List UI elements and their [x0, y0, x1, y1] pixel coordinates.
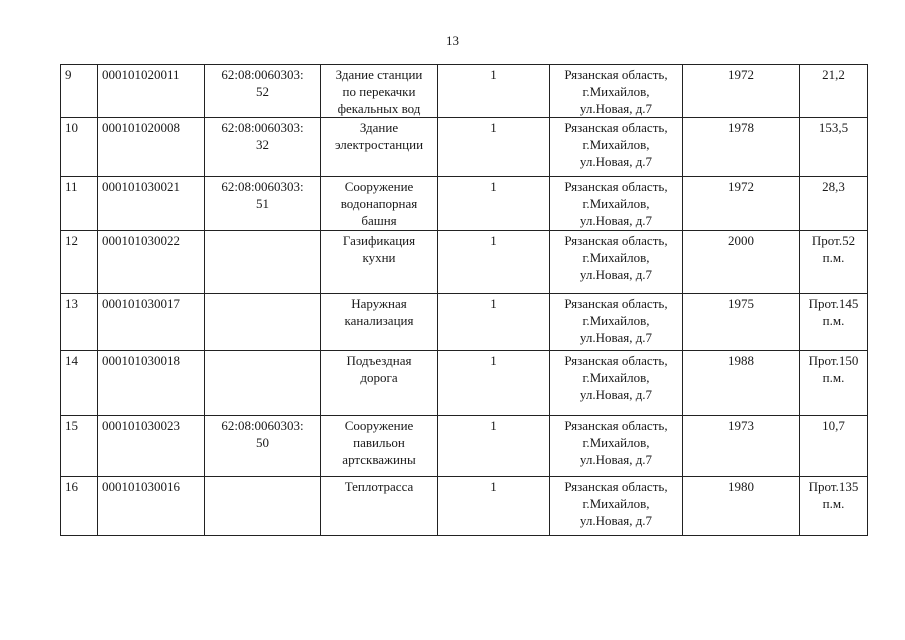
- address-cell: Рязанская область, г.Михайлов, ул.Новая, д.7: [550, 177, 683, 231]
- inventory-number-cell: 000101020008: [98, 118, 205, 177]
- object-name-cell: Сооружение павильон артскважины: [321, 416, 438, 477]
- table-row: [61, 351, 868, 416]
- inventory-number-cell: 000101020011: [98, 65, 205, 118]
- page-number: 13: [446, 33, 459, 48]
- object-name-cell: Теплотрасса: [321, 477, 438, 536]
- year-cell: 1972: [683, 177, 800, 231]
- cadastral-number-cell: [205, 294, 321, 351]
- address-cell: Рязанская область, г.Михайлов, ул.Новая, д.7: [550, 294, 683, 351]
- address-cell: Рязанская область, г.Михайлов, ул.Новая, д.7: [550, 477, 683, 536]
- area-cell: 153,5: [800, 118, 868, 177]
- row-number-cell: 15: [61, 416, 98, 477]
- row-number-cell: 16: [61, 477, 98, 536]
- quantity-cell: 1: [438, 65, 550, 118]
- quantity-cell: 1: [438, 177, 550, 231]
- row-number-cell: 11: [61, 177, 98, 231]
- inventory-number-cell: 000101030016: [98, 477, 205, 536]
- table-row: [61, 416, 868, 477]
- area-cell: Прот.150 п.м.: [800, 351, 868, 416]
- address-cell: Рязанская область, г.Михайлов, ул.Новая, д.7: [550, 231, 683, 294]
- year-cell: 1972: [683, 65, 800, 118]
- area-cell: 10,7: [800, 416, 868, 477]
- cadastral-number-cell: 62:08:0060303: 32: [205, 118, 321, 177]
- area-cell: Прот.52 п.м.: [800, 231, 868, 294]
- quantity-cell: 1: [438, 231, 550, 294]
- table-row: [61, 177, 868, 231]
- inventory-number-cell: 000101030021: [98, 177, 205, 231]
- table-row: [61, 231, 868, 294]
- cadastral-number-cell: 62:08:0060303: 51: [205, 177, 321, 231]
- quantity-cell: 1: [438, 416, 550, 477]
- year-cell: 1978: [683, 118, 800, 177]
- area-cell: 28,3: [800, 177, 868, 231]
- table-row: [61, 118, 868, 177]
- table-row: [61, 65, 868, 118]
- inventory-number-cell: 000101030023: [98, 416, 205, 477]
- quantity-cell: 1: [438, 118, 550, 177]
- inventory-number-cell: 000101030017: [98, 294, 205, 351]
- object-name-cell: Здание станции по перекачки фекальных вод: [321, 65, 438, 118]
- row-number-cell: 14: [61, 351, 98, 416]
- property-registry-table: [60, 64, 868, 536]
- year-cell: 2000: [683, 231, 800, 294]
- area-cell: 21,2: [800, 65, 868, 118]
- cadastral-number-cell: [205, 231, 321, 294]
- cadastral-number-cell: 62:08:0060303: 50: [205, 416, 321, 477]
- inventory-number-cell: 000101030022: [98, 231, 205, 294]
- row-number-cell: 10: [61, 118, 98, 177]
- address-cell: Рязанская область, г.Михайлов, ул.Новая, д.7: [550, 416, 683, 477]
- address-cell: Рязанская область, г.Михайлов, ул.Новая, д.7: [550, 65, 683, 118]
- year-cell: 1975: [683, 294, 800, 351]
- cadastral-number-cell: [205, 351, 321, 416]
- cadastral-number-cell: 62:08:0060303: 52: [205, 65, 321, 118]
- row-number-cell: 12: [61, 231, 98, 294]
- area-cell: Прот.135 п.м.: [800, 477, 868, 536]
- cadastral-number-cell: [205, 477, 321, 536]
- area-cell: Прот.145 п.м.: [800, 294, 868, 351]
- row-number-cell: 13: [61, 294, 98, 351]
- object-name-cell: Сооружение водонапорная башня: [321, 177, 438, 231]
- inventory-number-cell: 000101030018: [98, 351, 205, 416]
- quantity-cell: 1: [438, 351, 550, 416]
- object-name-cell: Здание электростанции: [321, 118, 438, 177]
- quantity-cell: 1: [438, 477, 550, 536]
- address-cell: Рязанская область, г.Михайлов, ул.Новая, д.7: [550, 351, 683, 416]
- quantity-cell: 1: [438, 294, 550, 351]
- object-name-cell: Подъездная дорога: [321, 351, 438, 416]
- table-row: [61, 477, 868, 536]
- row-number-cell: 9: [61, 65, 98, 118]
- object-name-cell: Наружная канализация: [321, 294, 438, 351]
- object-name-cell: Газификация кухни: [321, 231, 438, 294]
- address-cell: Рязанская область, г.Михайлов, ул.Новая, д.7: [550, 118, 683, 177]
- year-cell: 1988: [683, 351, 800, 416]
- table-row: [61, 294, 868, 351]
- year-cell: 1980: [683, 477, 800, 536]
- year-cell: 1973: [683, 416, 800, 477]
